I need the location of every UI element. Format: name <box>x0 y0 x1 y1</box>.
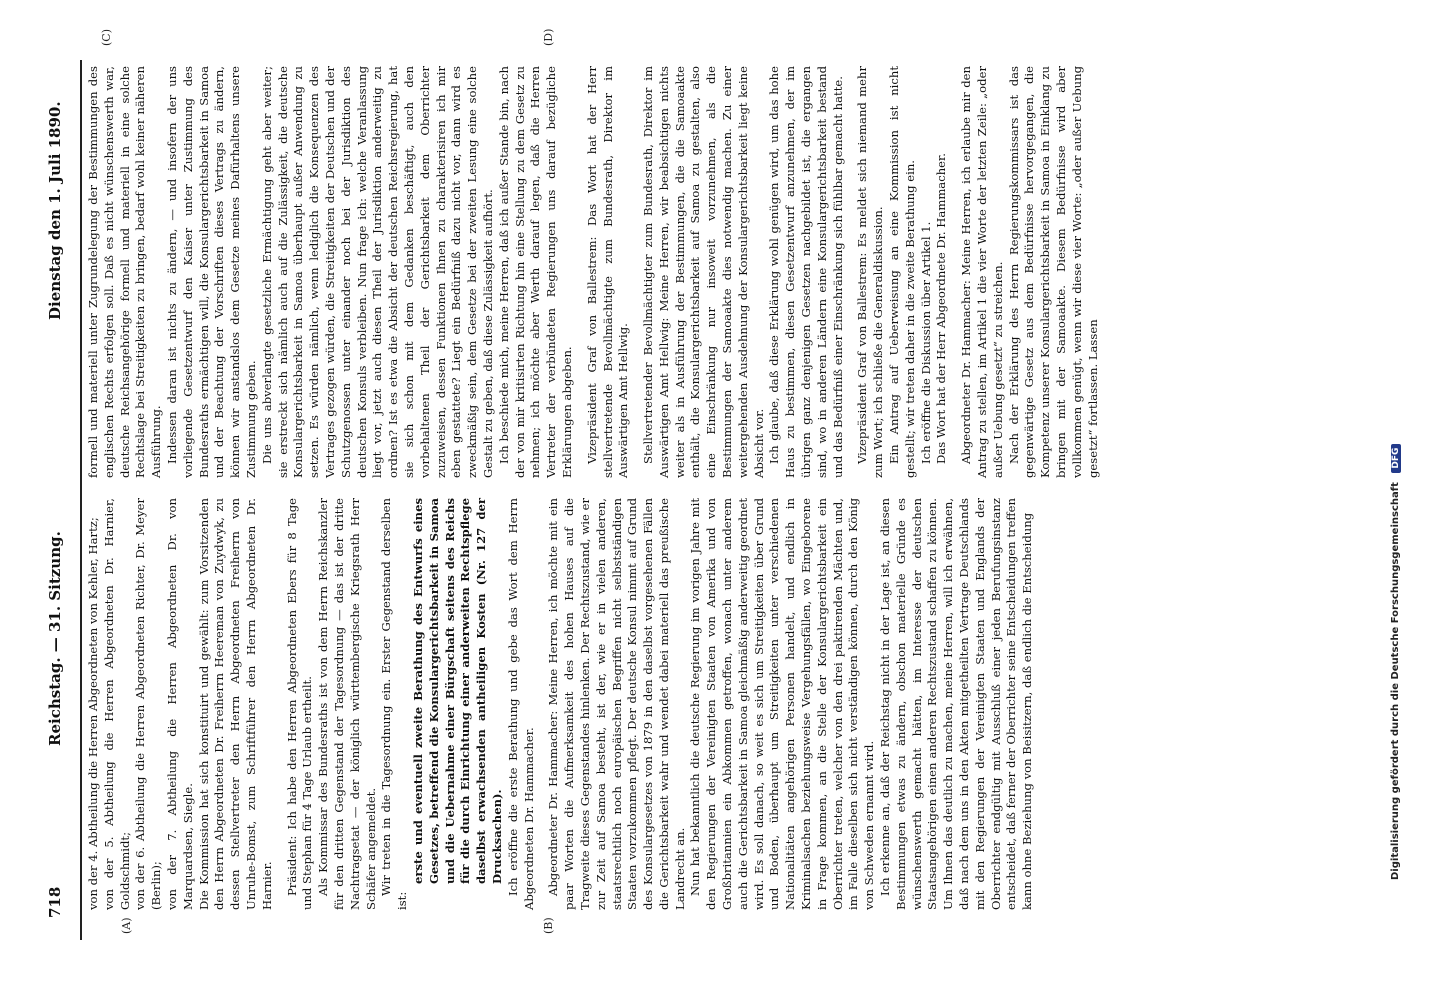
margin-marker-a: (A) <box>120 917 133 934</box>
paragraph: von der 7. Abtheilung die Herren Abgeordneten Dr. von Marquardsen, Siegle. <box>164 498 195 910</box>
paragraph: Nun hat bekanntlich die deutsche Regierung im vorigen Jahre mit den Regierungen der Vereinigten Staaten von Amerika und von Großbritannien ein Abkommen getroffen, wonach unter anderem auch die Gerichtsbarkeit in Samoa gleichmäßig anderweitig geordnet wird. Es soll danach, so weit es sich um Streitigkeiten über Grund und Boden, überhaupt um Streitigkeiten unter verschiedenen Nationalitäten angehörigen Personen handelt, und endlich in Kriminalsachen beziehungsweise Vergehungsfällen, wo Eingeborene in Frage kommen, an die Stelle der Konsulargerichtsbarkeit ein Oberrichter treten, welcher von den drei paktirenden Mächten und, im Falle dieselben sich nicht verständigen können, durch den König von Schweden ernannt wird. <box>688 498 877 910</box>
paragraph: Die Kommission hat sich konstituirt und gewählt: zum Vorsitzenden den Herrn Abgeordneten Dr. Freiherrn Heereman von Zuydwyk, zu dessen Stellvertreter den Herrn Abgeordneten Freiherrn von Unruhe-Bomst, zum Schriftführer den Herrn Abgeordneten Dr. Harnier. <box>196 498 274 910</box>
paragraph: formell und materiell unter Zugrundelegung der Bestimmungen des englischen Rechts erfolgen soll. Daß es nicht wünschenswerth war, deutsche Reichsangehörige formell und materiell in eine solche Rechtslage bei Streitigkeiten zu bringen, bedarf wohl keiner näheren Ausführung. <box>86 66 164 478</box>
running-head-date: Dienstag den 1. Juli 1890. <box>46 101 64 320</box>
paragraph: von der 5. Abtheilung die Herren Abgeordneten Dr. Harnier, Goldschmidt; <box>101 498 132 910</box>
paragraph: Vizepräsident Graf von Ballestrem: Es meldet sich niemand mehr zum Wort; ich schließe die Generaldiskussion. <box>855 66 886 478</box>
paragraph: Abgeordneter Dr. Hammacher: Meine Herren, ich erlaube mir den Antrag zu stellen, im Artikel 1 die vier Worte der letzten Zeile: „oder außer Uebung gesetzt“ zu streichen. <box>959 66 1005 478</box>
paragraph: Wir treten in die Tagesordnung ein. Erster Gegenstand derselben ist: <box>379 498 410 910</box>
paragraph: Ich eröffne die erste Berathung und gebe das Wort dem Herrn Abgeordneten Dr. Hammacher. <box>505 498 536 910</box>
paragraph: Ich beschiede mich, meine Herren, daß ich außer Stande bin, nach der von mir kritisirten Richtung hin eine Stellung zu dem Gesetz zu nehmen; ich möchte aber Werth darauf legen, daß die Herren Vertreter der verbündeten Regierungen uns darauf bezügliche Erklärungen abgeben. <box>496 66 574 478</box>
running-head-session: Reichstag. — 31. Sitzung. <box>46 531 64 746</box>
agenda-item: erste und eventuell zweite Berathung des Entwurfs eines Gesetzes, betreffend die Konsulargerichtsbarkeit in Samoa und die Uebernahme einer Bürgschaft seitens des Reichs für die durch Einrichtung einer anderweiten Rechtspflege daselbst erwachsenden antheiligen Kosten (Nr. 127 der Drucksachen). <box>410 498 504 884</box>
paragraph: Nach der Erklärung des Herrn Regierungskommissars ist das gegenwärtige Gesetz aus dem Bedürfnisse hervorgegangen, die Kompetenz unserer Konsulargerichtsbarkeit in Samoa in Einklang zu bringen mit der Samoaakte. Diesem Bedürfnisse wird aber vollkommen genügt, wenn wir diese vier Worte: „oder außer Uebung gesetzt“ fortlassen. Lassen <box>1006 66 1100 478</box>
paragraph: Die uns abverlangte gesetzliche Ermächtigung geht aber weiter; sie erstreckt sich nämlich auch auf die Zulässigkeit, die deutsche Konsulargerichtsbarkeit in Samoa überhaupt außer Anwendung zu setzen. Es würden nämlich, wenn lediglich die Konsequenzen des Vertrages gezogen würden, die Streitigkeiten der Deutschen und der Schutzgenossen unter einander noch bei der Jurisdiktion des deutschen Konsuls verbleiben. Nun frage ich: welche Veranlassung liegt vor, jetzt auch diesen Theil der Jurisdiktion anderweitig zu ordnen? Ist es etwa die Absicht der deutschen Reichsregierung, hat sie sich schon mit dem Gedanken beschäftigt, auch den vorbehaltenen Theil der Gerichtsbarkeit dem Oberrichter zuzuweisen, dessen Funktionen Ihnen zu charakterisiren ich mir eben gestattete? Liegt ein Bedürfniß dazu nicht vor, dann wird es zweckmäßig sein, dem Gesetze bei der zweiten Lesung eine solche Gestalt zu geben, daß diese Zulässigkeit aufhört. <box>259 66 495 478</box>
credit-text: Digitalisierung gefördert durch die Deutsche Forschungsgemeinschaft <box>1390 482 1401 880</box>
margin-marker-c: (C) <box>100 29 113 46</box>
paragraph: Stellvertretender Bevollmächtigter zum Bundesrath, Direktor im Auswärtigen Amt Hellwig: Meine Herren, wir beabsichtigen nichts weiter als in Ausführung der Bestimmungen, die die Samoaakte enthält, die Konsulargerichtsbarkeit auf Samoa zu gestalten, also eine Einschränkung nur insoweit vorzunehmen, als die Bestimmungen der Samoaakte dies notwendig machen. Zu einer weitergehenden Ausdehnung der Konsulargerichtsbarkeit liegt keine Absicht vor. <box>641 66 766 478</box>
paragraph: Das Wort hat der Herr Abgeordnete Dr. Hammacher. <box>934 153 949 464</box>
paragraph: von der 6. Abtheilung die Herren Abgeordneten Richter, Dr. Meyer (Berlin); <box>133 498 164 910</box>
paragraph: Indessen daran ist nichts zu ändern, — und insofern der uns vorliegende Gesetzentwurf den Kaiser unter Zustimmung des Bundesraths ermächtigen will, die Konsulargerichtsbarkeit in Samoa und der Beachtung der Vorschriften dieses Vertrags zu ändern, können wir anstandslos dem Gesetze meines Dafürhaltens unsere Zustimmung geben. <box>164 66 258 478</box>
margin-marker-b: (B) <box>542 917 555 934</box>
left-column <box>86 498 1036 910</box>
header-rule <box>80 60 82 940</box>
paragraph: Ich glaube, daß diese Erklärung wohl genügen wird, um das hohe Haus zu bestimmen, diesen Gesetzentwurf anzunehmen, der im übrigen ganz denjenigen Gesetzen nachgebildet ist, die ergangen sind, wo in anderen Ländern eine Konsulargerichtsbarkeit bestand und das Bedürfniß einer Einschränkung sich fühlbar gemacht hatte. <box>767 66 845 478</box>
paragraph: Als Kommissar des Bundesraths ist von dem Herrn Reichskanzler für den dritten Gegenstand der Tagesordnung — das ist der dritte Nachtragsetat — der königlich württembergische Kriegsrath Herr Schäfer angemeldet. <box>316 498 378 910</box>
paragraph: von der 4. Abtheilung die Herren Abgeordneten von Kehler, Hartz; <box>86 517 100 910</box>
paragraph: Ein Antrag auf Ueberweisung an eine Kommission ist nicht gestellt; wir treten daher in die zweite Berathung ein. <box>887 66 917 478</box>
paragraph: Ich eröffne die Diskussion über Artikel 1. <box>918 221 933 464</box>
right-column <box>86 66 1101 478</box>
page-number: 718 <box>46 886 64 918</box>
margin-marker-d: (D) <box>542 28 555 46</box>
paragraph: Präsident: Ich habe den Herren Abgeordneten Ebers für 8 Tage und Stephan für 4 Tage Urlaub ertheilt. <box>284 498 315 910</box>
paragraph: Vizepräsident Graf von Ballestrem: Das Wort hat der Herr stellvertretende Bevollmächtigte zum Bundesrath, Direktor im Auswärtigen Amt Hellwig. <box>584 66 631 478</box>
paragraph: Abgeordneter Dr. Hammacher: Meine Herren, ich möchte mit ein paar Worten die Aufmerksamkeit des hohen Hauses auf die Tragweite dieses Gegenstandes hinlenken. Der Rechtszustand, wie er zur Zeit auf Samoa besteht, ist der, wie er in vielen anderen, staatsrechtlich noch europäischen Begriffen nicht selbstständigen Staaten vorzukommen pflegt. Der deutsche Konsul nimmt auf Grund des Konsulargesetzes von 1879 in den daselbst vorgesehenen Fällen die Gerichtsbarkeit wahr und wendet dabei materiell das preußische Landrecht an. <box>546 498 687 910</box>
dfg-logo: DFG <box>1391 444 1401 473</box>
digitization-credit <box>1390 120 1401 880</box>
paragraph: Ich erkenne an, daß der Reichstag nicht in der Lage ist, an diesen Bestimmungen etwas zu ändern, obschon materielle Gründe es wünschenswerth gemacht hätten, im Interesse der deutschen Staatsangehörigen einen anderen Rechtszustand schaffen zu können. Um Ihnen das deutlich zu machen, meine Herren, will ich erwähnen, daß nach dem uns in den Akten mitgetheilten Vertrage Deutschlands mit den Regierungen der Vereinigten Staaten und Englands der Oberrichter endgültig mit Ausschluß einer jeden Berufungsinstanz entscheidet, daß ferner der Oberrichter seine Entscheidungen treffen kann ohne Beziehung von Beisitzern, daß endlich die Entscheidung <box>878 498 1035 910</box>
